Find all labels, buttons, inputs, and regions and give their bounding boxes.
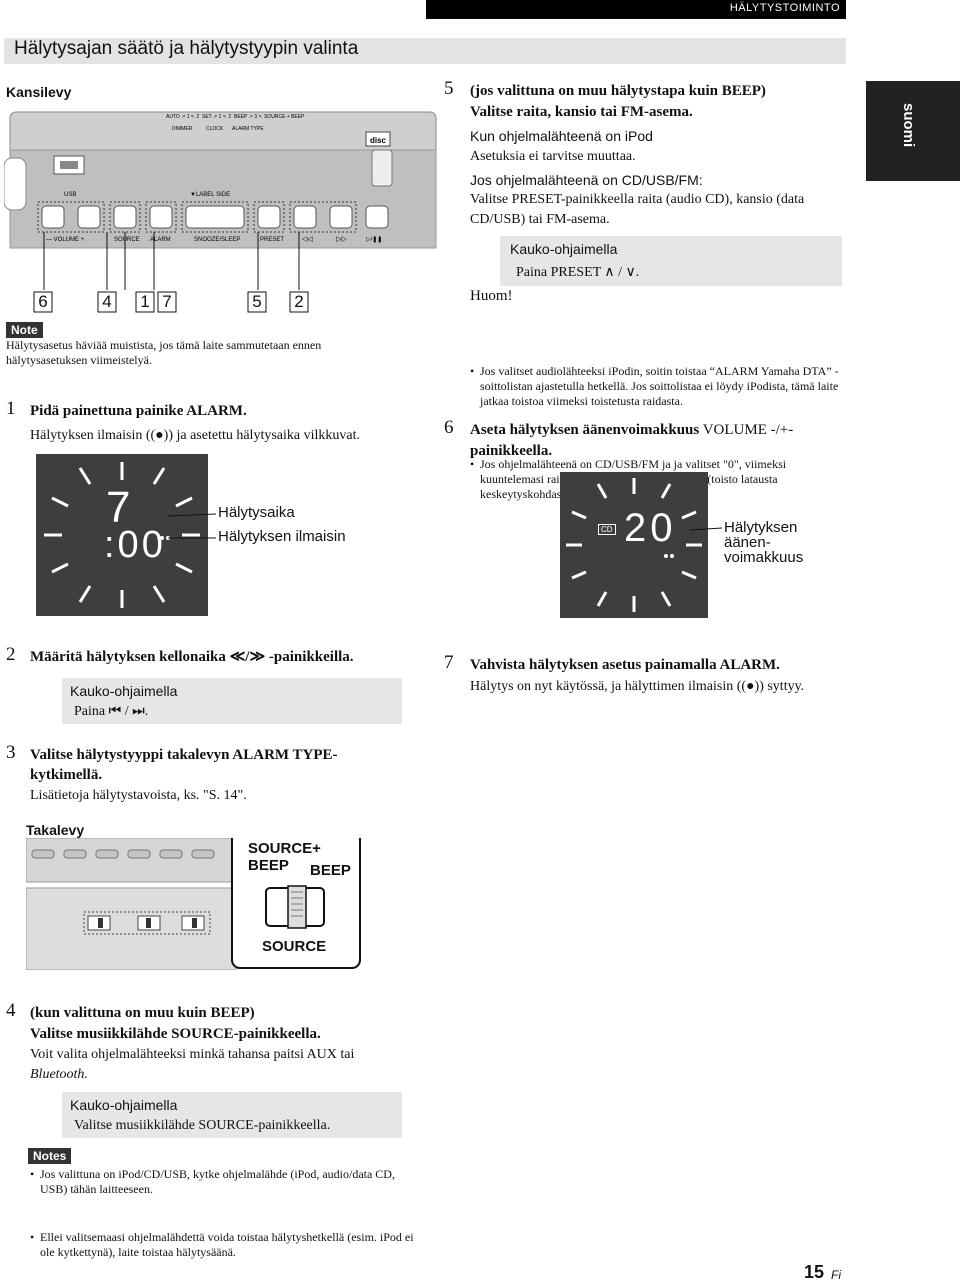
step-6-number: 6 <box>444 417 454 438</box>
page-number: 15 <box>804 1262 825 1282</box>
volume-display-digits: 20 <box>624 506 677 550</box>
remote-label-step-4: Kauko-ohjaimella <box>70 1097 178 1113</box>
notes-item-1: • Jos valittuna on iPod/CD/USB, kytke ohjelmalähde (iPod, audio/data CD, USB) tähän laitteeseen. <box>30 1167 420 1197</box>
step-2-title: Määritä hälytyksen kellonaika ≪/≫ -painikkeilla. <box>30 649 354 665</box>
figure-label-front: Kansilevy <box>6 84 72 100</box>
svg-text:SET ↗ 1 ↖ 2: SET ↗ 1 ↖ 2 <box>202 114 232 120</box>
step-1-title: Pidä painettuna painike ALARM. <box>30 403 247 419</box>
figure-label-rear: Takalevy <box>26 822 85 838</box>
svg-text:USB: USB <box>64 192 77 198</box>
svg-text:▷▷: ▷▷ <box>336 236 347 243</box>
huom-item-1: • Jos valitset audiolähteeksi iPodin, soitin toistaa “ALARM Yamaha DTA” -soittolistan ajastetulla hetkellä. Jos soittolistaa ei löydy iPodista, tämä laite jatkaa toistoa viimeksi toistetusta raidasta. <box>470 364 850 409</box>
svg-text:PRESET: PRESET <box>260 237 285 243</box>
step-1-number: 1 <box>6 398 16 419</box>
step-4-title-line-1: (kun valittuna on muu kuin BEEP) <box>30 1005 255 1021</box>
svg-text:◁◁: ◁◁ <box>302 236 313 243</box>
step-3-title: Valitse hälytystyyppi takalevyn ALARM TYPE-kytkimellä. <box>30 747 338 783</box>
switch-label-beep: BEEP <box>310 862 351 879</box>
step-2-number: 2 <box>6 644 16 665</box>
step-3-body: Lisätietoja hälytystavoista, ks. "S. 14". <box>30 788 247 803</box>
step-6-title-line-1 <box>470 420 793 440</box>
huom-item-2: • Jos ohjelmalähteenä on CD/USB/FM ja ja valitset "0", viimeksi kuuntelemasi raita/FM-radioasema alkaa soida (toisto latausta keskeytyskohdasta). <box>470 457 850 502</box>
svg-text:▼LABEL SIDE: ▼LABEL SIDE <box>190 192 231 198</box>
page-language-suffix: Fi <box>831 1268 841 1282</box>
svg-text:▷/❚❚: ▷/❚❚ <box>366 237 383 243</box>
step-6-title-line-2: painikkeella. <box>470 443 553 459</box>
notes-item-2: • Ellei valitsemaasi ohjelmalähdettä voida toistaa hälytyshetkellä (esim. iPod ei ole kytkettynä), laite toistaa hälytysäänä. <box>30 1230 420 1260</box>
language-tab[interactable] <box>866 81 960 181</box>
step-4-body: Voit valita ohjelmalähteeksi minkä tahansa paitsi AUX tai <box>30 1047 355 1062</box>
label-alarm-time: Hälytysaika <box>218 504 295 521</box>
step-7-body: Hälytys on nyt käytössä, ja hälyttimen ilmaisin ((●)) syttyy. <box>470 679 805 694</box>
display-1-minute-digits: :00 <box>104 524 166 566</box>
step-6-title-bold: Aseta hälytyksen äänenvoimakkuus <box>470 422 700 438</box>
callout-6: 6 <box>38 292 48 311</box>
callout-2: 2 <box>294 292 304 311</box>
switch-label-source-beep: SOURCE+ BEEP <box>248 840 321 874</box>
svg-text:BEEP ↗ 3 ↖ SOURCE + BEEP: BEEP ↗ 3 ↖ SOURCE + BEEP <box>234 114 305 120</box>
remote-text-step-2: Paina ⏮ / ⏭. <box>74 704 149 719</box>
svg-text:ALARM TYPE: ALARM TYPE <box>232 126 264 132</box>
step-5-subtext-cd: Valitse PRESET-painikkeella raita (audio CD), kansio (data CD/USB) tai FM-asema. <box>470 192 805 227</box>
front-panel-illustration <box>4 110 442 250</box>
callout-4: 4 <box>102 292 112 311</box>
display-2-leader <box>690 520 722 540</box>
step-4-number: 4 <box>6 1000 16 1021</box>
display-1-hour-digit: 7 <box>106 483 134 532</box>
remote-text-step-4: Valitse musiikkilähde SOURCE-painikkeella. <box>74 1118 331 1133</box>
note-text: Hälytysasetus häviää muistista, jos tämä laite sammutetaan ennen hälytysasetuksen viimeistelyä. <box>6 338 322 367</box>
svg-text:SOURCE: SOURCE <box>114 237 140 243</box>
step-5-number: 5 <box>444 78 454 99</box>
svg-text:disc: disc <box>369 136 387 145</box>
step-3-number: 3 <box>6 742 16 763</box>
volume-display-source-badge: CD <box>598 524 616 535</box>
callout-7: 7 <box>162 292 172 311</box>
step-1-body: Hälytyksen ilmaisin ((●)) ja asetettu hälytysaika vilkkuvat. <box>30 428 360 443</box>
step-5-subhead-ipod: Kun ohjelmalähteenä on iPod <box>470 128 653 144</box>
note-tag: Note <box>6 322 43 338</box>
step-5-title-line-2: Valitse raita, kansio tai FM-asema. <box>470 104 693 120</box>
remote-label-step-5: Kauko-ohjaimella <box>510 241 618 257</box>
step-5-subtext-ipod: Asetuksia ei tarvitse muuttaa. <box>470 149 636 164</box>
svg-text:AUTO ↗ 1 ↖ 2: AUTO ↗ 1 ↖ 2 <box>166 114 200 120</box>
step-5-subhead-cd: Jos ohjelmalähteenä on CD/USB/FM: <box>470 172 703 188</box>
svg-text:— VOLUME +: — VOLUME + <box>46 237 85 243</box>
page-title-bar <box>4 38 846 64</box>
step-7-title: Vahvista hälytyksen asetus painamalla ALARM. <box>470 657 780 673</box>
section-header-bar <box>426 0 846 19</box>
svg-text:ALARM: ALARM <box>150 237 171 243</box>
svg-text:CLOCK: CLOCK <box>206 126 224 132</box>
svg-text:DIMMER: DIMMER <box>172 126 193 132</box>
section-title: HÄLYTYSTOIMINTO <box>729 2 840 14</box>
display-1-leaders <box>168 508 218 548</box>
step-6-title-rest: VOLUME -/+- <box>702 422 794 438</box>
step-5-title-line-1: (jos valittuna on muu hälytystapa kuin BEEP) <box>470 83 766 99</box>
notes-tag: Notes <box>28 1148 71 1164</box>
label-alarm-volume: Hälytyksen äänen- voimakkuus <box>724 519 804 566</box>
remote-text-step-5: Paina PRESET ∧ / ∨. <box>516 265 640 280</box>
step-7-number: 7 <box>444 652 454 673</box>
step-4-title-line-2: Valitse musiikkilähde SOURCE-painikkeella. <box>30 1026 321 1042</box>
svg-text:SNOOZE/SLEEP: SNOOZE/SLEEP <box>194 237 241 243</box>
step-4-body-italic: Bluetooth. <box>30 1067 88 1082</box>
callout-1: 1 <box>140 292 150 311</box>
page-title: Hälytysajan säätö ja hälytystyypin valinta <box>14 38 359 59</box>
language-label: suomi <box>900 103 917 148</box>
callout-5: 5 <box>252 292 262 311</box>
switch-label-source: SOURCE <box>262 938 327 955</box>
label-alarm-indicator: Hälytyksen ilmaisin <box>218 528 346 545</box>
huom-title: Huom! <box>470 288 513 304</box>
remote-label-step-2: Kauko-ohjaimella <box>70 683 178 699</box>
